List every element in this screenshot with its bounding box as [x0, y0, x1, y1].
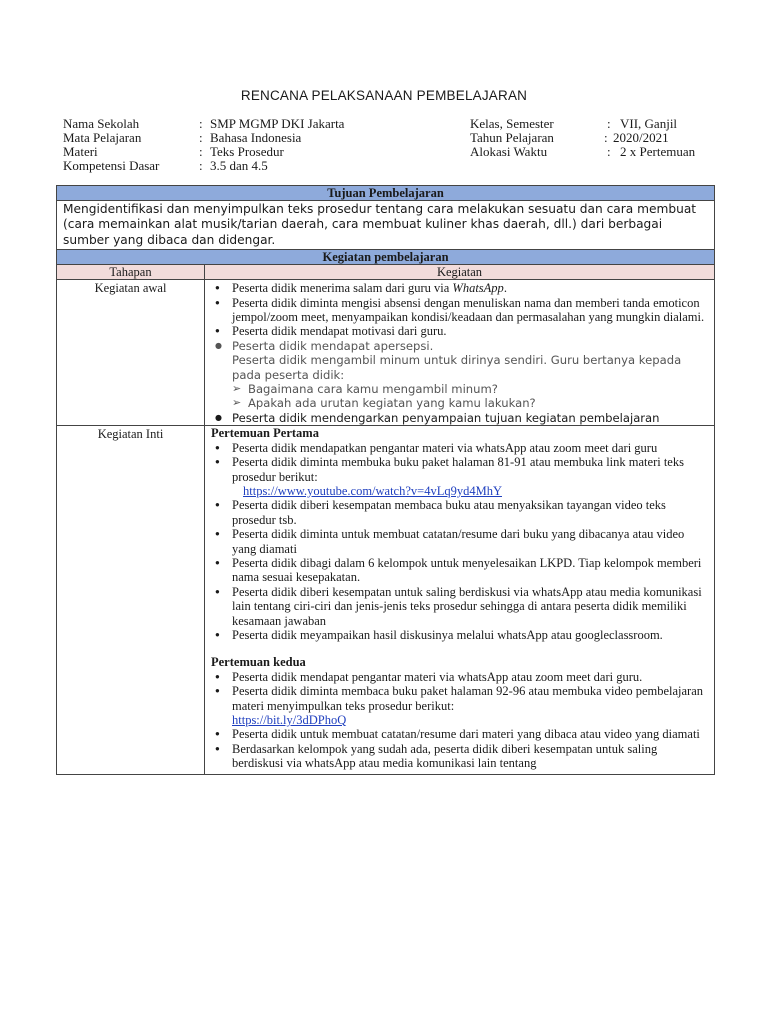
meta-value: 2020/2021 — [613, 130, 669, 145]
meta-value: Bahasa Indonesia — [210, 130, 302, 145]
list-item: ● Peserta didik menerima salam dari guru via WhatsApp. — [205, 281, 714, 295]
list-item: ● Peserta didik dibagi dalam 6 kelompok untuk menyelesaikan LKPD. Tiap kelompok memberi nama sesuai kesepakatan. — [205, 556, 714, 585]
youtube-link[interactable]: https://www.youtube.com/watch?v=4vLq9yd4MhY — [243, 483, 502, 498]
list-item: ● Peserta didik mendapatkan pengantar materi via whatsApp atau zoom meet dari guru — [205, 441, 714, 455]
meta-value: Teks Prosedur — [210, 144, 284, 159]
meta-colon: : — [607, 116, 611, 131]
kegiatan-inti-list-1 — [205, 441, 714, 643]
section-title-pertemuan-1: Pertemuan Pertama — [211, 426, 319, 441]
kegiatan-inti-list-2 — [205, 670, 714, 771]
kegiatan-awal-list — [205, 281, 714, 425]
tujuan-header: Tujuan Pembelajaran — [57, 186, 715, 201]
meta-colon: : — [199, 116, 203, 131]
list-item-question: ➢ Apakah ada urutan kegiatan yang kamu lakukan? — [205, 396, 714, 410]
tahapan-inti: Kegiatan Inti — [57, 426, 205, 774]
list-item: ● Peserta didik diminta membaca buku paket halaman 92-96 atau membuka video pembelajaran materi menyimpulkan teks prosedur berikut: https://bit.ly/3dDPhoQ — [205, 684, 714, 727]
meta-label: Kompetensi Dasar — [63, 158, 160, 173]
list-item: ● Peserta didik diberi kesempatan membaca buku atau menyaksikan tayangan video teks prosedur tsb. — [205, 498, 714, 527]
bitly-link[interactable]: https://bit.ly/3dDPhoQ — [232, 713, 347, 727]
meta-label: Mata Pelajaran — [63, 130, 142, 145]
meta-colon: : — [199, 130, 203, 145]
section-title-pertemuan-2: Pertemuan kedua — [211, 655, 306, 670]
list-item: ● Berdasarkan kelompok yang sudah ada, peserta didik diberi kesempatan untuk saling berdiskusi via whatsApp atau media komunikasi lain tentang — [205, 742, 714, 771]
col-header-tahapan: Tahapan — [57, 265, 205, 280]
meta-colon: : — [604, 130, 608, 145]
kegiatan-header: Kegiatan pembelajaran — [57, 250, 715, 265]
tahapan-awal: Kegiatan awal — [57, 280, 205, 426]
meta-colon: : — [199, 144, 203, 159]
list-item: ● Peserta didik meyampaikan hasil diskusinya melalui whatsApp atau googleclassroom. — [205, 628, 714, 642]
meta-label: Alokasi Waktu — [470, 144, 548, 159]
col-header-kegiatan: Kegiatan — [205, 265, 715, 280]
meta-value: VII, Ganjil — [620, 116, 678, 131]
meta-value: 3.5 dan 4.5 — [210, 158, 268, 173]
meta-colon: : — [199, 158, 203, 173]
table-row-inti — [57, 426, 715, 774]
list-item: ● Peserta didik mendengarkan penyampaian tujuan kegiatan pembelajaran — [205, 411, 714, 425]
list-item: ● Peserta didik untuk membuat catatan/resume dari materi yang dibaca atau video yang diamati — [205, 727, 714, 741]
list-item: ● Peserta didik mendapat pengantar materi via whatsApp atau zoom meet dari guru. — [205, 670, 714, 684]
kegiatan-inti-cell — [205, 426, 715, 774]
tujuan-text: Mengidentifikasi dan menyimpulkan teks prosedur tentang cara melakukan sesuatu dan cara membuat (cara memainkan alat musik/tarian daerah, cara membuat kuliner khas daerah, dll.) dari berbagai sumber yang dibaca dan didengar. — [57, 201, 715, 250]
list-item: ● Peserta didik diminta untuk membuat catatan/resume dari buku yang dibacanya atau video yang diamati — [205, 527, 714, 556]
list-item: ● Peserta didik diminta membuka buku paket halaman 81-91 atau membuka link materi teks prosedur berikut: https://www.youtube.com/watch?v=4vLq9yd4MhY — [205, 455, 714, 498]
meta-value: SMP MGMP DKI Jakarta — [210, 116, 345, 131]
kegiatan-awal-cell — [205, 280, 715, 426]
list-item: ● Peserta didik diberi kesempatan untuk saling berdiskusi via whatsApp atau media komunikasi lain tentang ciri-ciri dan jenis-jenis teks prosedur sehingga di antara peserta didik memiliki kesamaan jawaban — [205, 585, 714, 628]
list-item-question: ➢ Bagaimana cara kamu mengambil minum? — [205, 382, 714, 396]
meta-label: Kelas, Semester — [470, 116, 554, 131]
lesson-plan-table — [56, 185, 715, 775]
meta-label: Nama Sekolah — [63, 116, 140, 131]
list-item: ● Peserta didik mendapat motivasi dari guru. — [205, 324, 714, 338]
list-item: ● Peserta didik mendapat apersepsi. Peserta didik mengambil minum untuk dirinya sendiri. Guru bertanya kepada pada peserta didik: — [205, 339, 714, 382]
meta-label: Tahun Pelajaran — [470, 130, 554, 145]
meta-label: Materi — [63, 144, 98, 159]
meta-colon: : — [607, 144, 611, 159]
document-title: RENCANA PELAKSANAAN PEMBELAJARAN — [240, 88, 528, 103]
table-row-awal — [57, 280, 715, 426]
meta-value: 2 x Pertemuan — [620, 144, 696, 159]
list-item: ● Peserta didik diminta mengisi absensi dengan menuliskan nama dan memberi tanda emoticon jempol/zoom meet, menyampaikan kondisi/keadaan dan permasalahan yang mungkin dialami. — [205, 296, 714, 325]
